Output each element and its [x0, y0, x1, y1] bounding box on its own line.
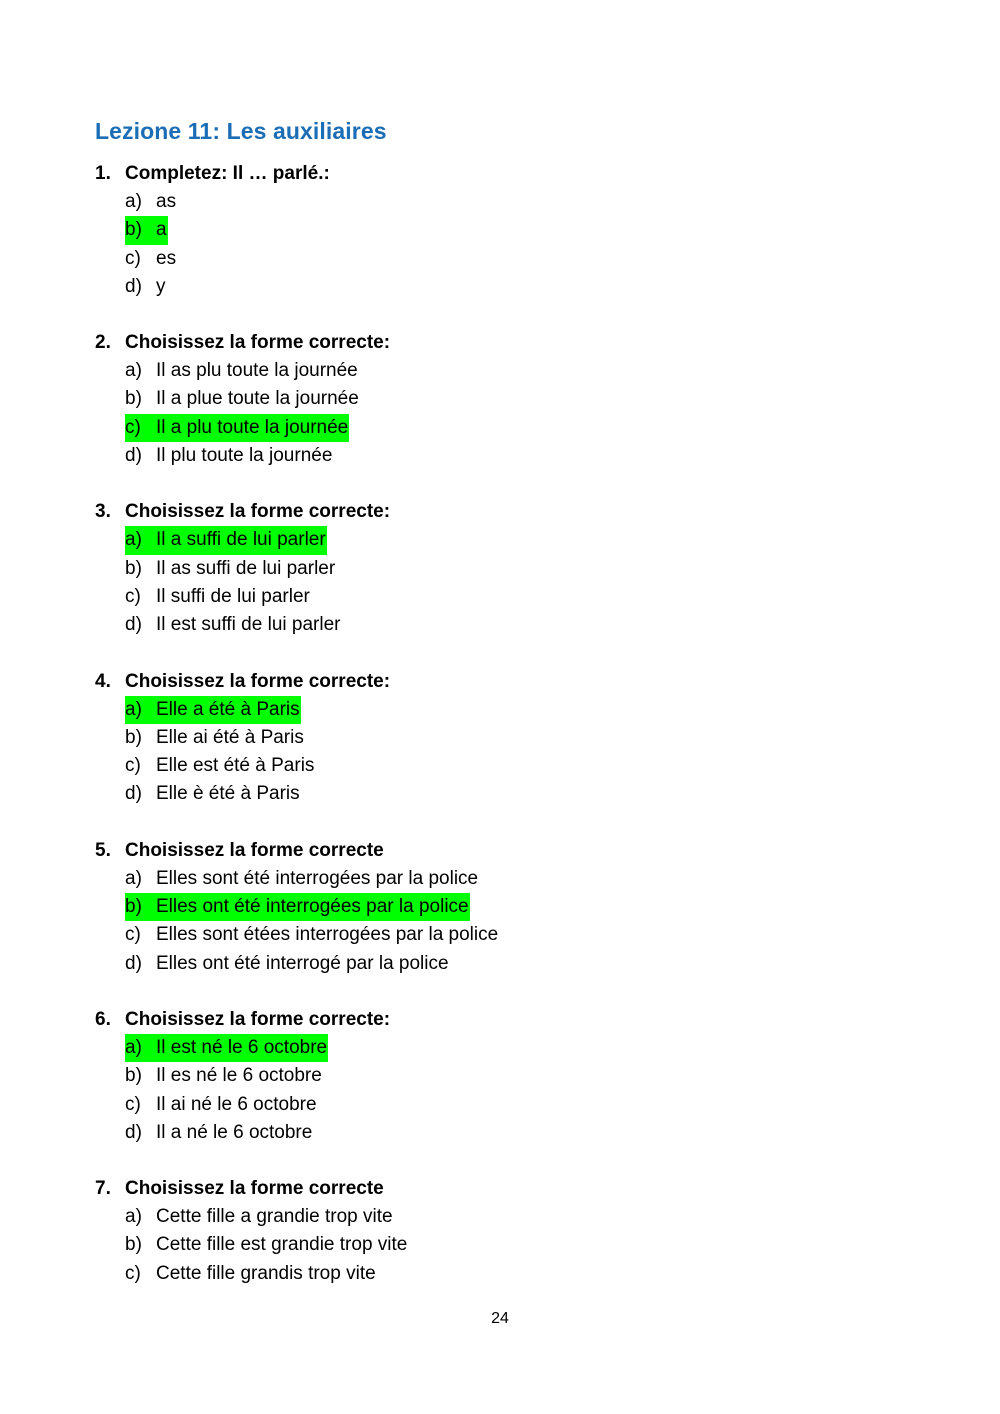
question-prompt: Choisissez la forme correcte: — [125, 501, 391, 523]
question-item — [95, 668, 855, 809]
answer-option — [125, 414, 855, 442]
answer-option — [125, 526, 855, 554]
answer-option — [125, 188, 855, 216]
answer-option — [125, 1034, 855, 1062]
answer-option-body — [125, 583, 311, 611]
answer-option-body — [125, 950, 450, 978]
option-text: Cette fille a grandie trop vite — [156, 1206, 393, 1228]
answer-option-body — [125, 921, 499, 949]
question-header — [95, 329, 855, 357]
option-letter: c) — [125, 755, 141, 777]
question-header — [95, 498, 855, 526]
question-number: 3. — [95, 501, 111, 523]
option-text: Il a suffi de lui parler — [156, 529, 326, 551]
question-prompt: Choisissez la forme correcte — [125, 839, 384, 861]
correct-answer-highlight — [125, 696, 301, 724]
lesson-title: Lezione 11: Les auxiliaires — [95, 118, 387, 144]
option-letter: b) — [125, 1234, 142, 1256]
option-text: Elles ont été interrogées par la police — [156, 896, 469, 918]
answer-option — [125, 1062, 855, 1090]
option-text: y — [156, 275, 166, 297]
option-text: Il a plu toute la journée — [156, 416, 349, 438]
question-prompt: Choisissez la forme correcte: — [125, 1008, 391, 1030]
option-text: Il est suffi de lui parler — [156, 614, 341, 636]
option-letter: d) — [125, 783, 142, 805]
option-letter: c) — [125, 1262, 141, 1284]
answer-option — [125, 724, 855, 752]
question-item — [95, 837, 855, 978]
answer-option — [125, 273, 855, 301]
option-text: as — [156, 191, 177, 212]
question-header — [95, 668, 855, 696]
answer-option — [125, 1119, 855, 1147]
correct-answer-highlight — [125, 526, 327, 554]
question-item — [95, 498, 855, 639]
answer-option-body — [125, 188, 177, 216]
option-text: Il as suffi de lui parler — [156, 557, 336, 579]
option-letter: a) — [125, 360, 142, 382]
option-letter: c) — [125, 416, 141, 438]
answer-option-body — [125, 780, 301, 808]
question-number: 4. — [95, 670, 111, 692]
question-prompt: Choisissez la forme correcte — [125, 1178, 384, 1200]
correct-answer-highlight — [125, 1034, 328, 1062]
option-text: Cette fille est grandie trop vite — [156, 1234, 408, 1256]
answer-option — [125, 442, 855, 470]
answer-option — [125, 696, 855, 724]
option-text: Il est né le 6 octobre — [156, 1036, 328, 1058]
option-text: Elles sont étées interrogées par la police — [156, 924, 499, 946]
option-text: Cette fille grandis trop vite — [156, 1262, 376, 1284]
answer-option — [125, 583, 855, 611]
question-header — [95, 1006, 855, 1034]
answer-option — [125, 1203, 855, 1231]
option-letter: c) — [125, 924, 141, 946]
option-text: Il a né le 6 octobre — [156, 1121, 313, 1143]
question-number: 5. — [95, 839, 111, 861]
answer-option — [125, 611, 855, 639]
answer-option — [125, 385, 855, 413]
answer-option — [125, 752, 855, 780]
option-letter: b) — [125, 1065, 142, 1087]
question-item — [95, 1006, 855, 1147]
question-prompt: Choisissez la forme correcte: — [125, 332, 391, 354]
correct-answer-highlight — [125, 414, 349, 442]
option-letter: d) — [125, 275, 142, 297]
answer-option — [125, 1231, 855, 1259]
option-text: Elle è été à Paris — [156, 783, 300, 805]
answer-option — [125, 1091, 855, 1119]
answer-option-body — [125, 1062, 323, 1090]
option-letter: c) — [125, 1093, 141, 1115]
option-text: es — [156, 247, 177, 269]
option-letter: d) — [125, 445, 142, 467]
option-text: a — [156, 219, 167, 241]
option-text: Il as plu toute la journée — [156, 360, 358, 382]
option-letter: a) — [125, 698, 142, 720]
option-text: Il a plue toute la journée — [156, 388, 359, 410]
question-item — [95, 329, 855, 470]
option-letter: c) — [125, 585, 141, 607]
option-text: Il plu toute la journée — [156, 445, 333, 467]
answer-option-body — [125, 385, 360, 413]
question-number: 7. — [95, 1178, 111, 1200]
option-text: Elles sont été interrogées par la police — [156, 867, 479, 889]
answer-option-body — [125, 1119, 313, 1147]
page-number: 24 — [491, 1310, 509, 1327]
answer-option — [125, 1260, 855, 1288]
question-prompt: Choisissez la forme correcte: — [125, 670, 391, 692]
option-letter: d) — [125, 952, 142, 974]
answer-option — [125, 950, 855, 978]
answer-option — [125, 921, 855, 949]
answer-option-body — [125, 611, 341, 639]
question-header — [95, 160, 855, 188]
option-letter: d) — [125, 1121, 142, 1143]
answer-option-body — [125, 442, 333, 470]
answer-option-body — [125, 1091, 318, 1119]
answer-option-body — [125, 724, 305, 752]
answer-option — [125, 865, 855, 893]
option-letter: a) — [125, 1206, 142, 1228]
answer-option — [125, 357, 855, 385]
answer-option-body — [125, 1260, 377, 1288]
option-text: Il suffi de lui parler — [156, 585, 310, 607]
option-letter: a) — [125, 529, 142, 551]
option-letter: c) — [125, 247, 141, 269]
option-letter: b) — [125, 557, 142, 579]
option-letter: b) — [125, 896, 142, 918]
question-prompt: Completez: Il … parlé.: — [125, 163, 330, 184]
option-letter: b) — [125, 219, 142, 241]
answer-option — [125, 555, 855, 583]
question-item — [95, 160, 855, 301]
option-text: Elle est été à Paris — [156, 755, 315, 777]
option-text: Il ai né le 6 octobre — [156, 1093, 317, 1115]
option-text: Elle a été à Paris — [156, 698, 300, 720]
option-text: Elles ont été interrogé par la police — [156, 952, 449, 974]
answer-option — [125, 780, 855, 808]
answer-option-body — [125, 245, 177, 273]
answer-option-body — [125, 865, 479, 893]
answer-option-body — [125, 357, 359, 385]
answer-option — [125, 893, 855, 921]
question-number: 1. — [95, 163, 111, 184]
answer-option-body — [125, 1203, 394, 1231]
correct-answer-highlight — [125, 893, 470, 921]
question-header — [95, 1175, 855, 1203]
answer-option — [125, 216, 855, 244]
option-letter: a) — [125, 191, 142, 212]
quiz-list — [95, 160, 855, 1316]
option-text: Il es né le 6 octobre — [156, 1065, 322, 1087]
question-item — [95, 1175, 855, 1288]
question-number: 6. — [95, 1008, 111, 1030]
answer-option — [125, 245, 855, 273]
answer-option-body — [125, 555, 336, 583]
question-number: 2. — [95, 332, 111, 354]
option-letter: a) — [125, 867, 142, 889]
option-text: Elle ai été à Paris — [156, 726, 304, 748]
option-letter: d) — [125, 614, 142, 636]
option-letter: a) — [125, 1036, 142, 1058]
option-letter: b) — [125, 388, 142, 410]
answer-option-body — [125, 1231, 408, 1259]
answer-option-body — [125, 752, 315, 780]
question-header — [95, 837, 855, 865]
option-letter: b) — [125, 726, 142, 748]
answer-option-body — [125, 273, 167, 301]
correct-answer-highlight — [125, 216, 168, 244]
